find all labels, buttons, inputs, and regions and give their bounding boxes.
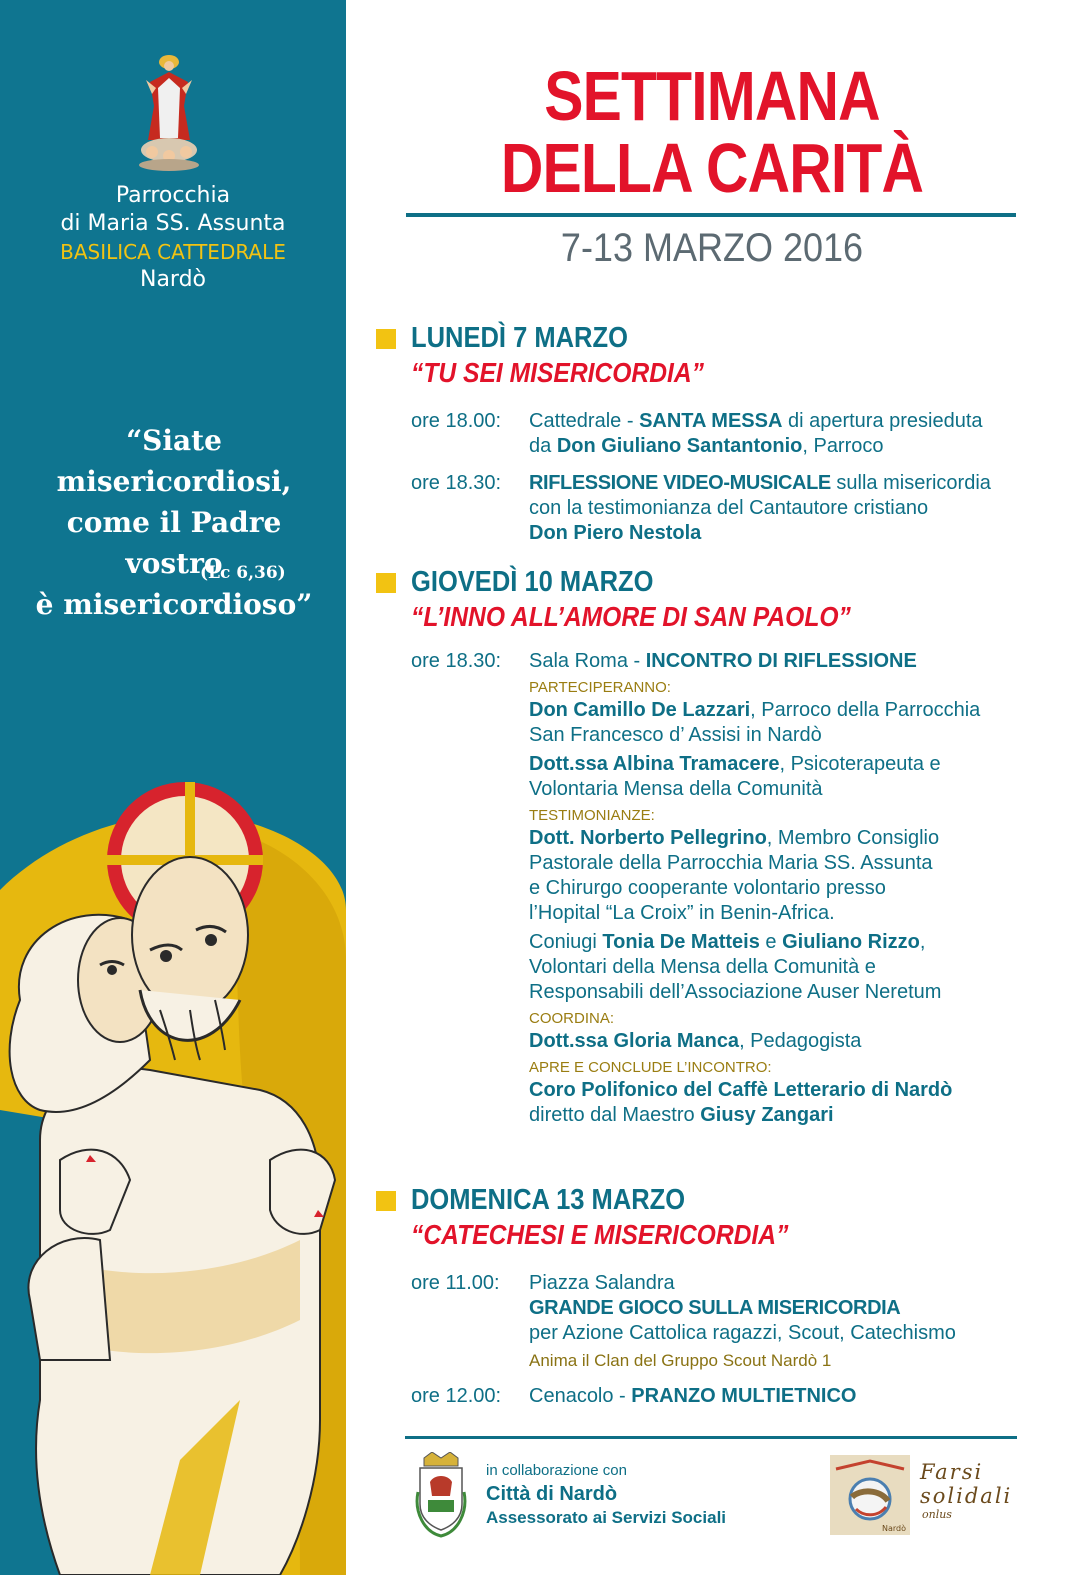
quote-line: è misericordioso” (35, 588, 313, 621)
event-text: , Parroco (802, 435, 884, 457)
day-header (376, 566, 1036, 599)
choir-name: Coro Polifonico del Caffè Letterario di Nardò (529, 1079, 953, 1101)
event-place: Cattedrale - (529, 410, 640, 432)
event-text: con la testimonianza del Cantautore cristiano (529, 497, 929, 519)
event-description (529, 1271, 1036, 1372)
participants-label: PARTECIPERANNO: (529, 679, 671, 696)
guest-name: Don Piero Nestola (529, 522, 702, 544)
opening-label: APRE E CONCLUDE L’INCONTRO: (529, 1059, 772, 1076)
testimony-role: Responsabili dell’Associazione Auser Neretum (529, 981, 942, 1003)
event-dates: 7-13 MARZO 2016 (560, 226, 864, 270)
day-theme: “CATECHESI E MISERICORDIA” (411, 1219, 789, 1250)
event-time: ore 18.00: (411, 410, 502, 432)
day-name: GIOVEDÌ 10 MARZO (411, 566, 654, 598)
event-note: Anima il Clan del Gruppo Scout Nardò 1 (529, 1351, 832, 1370)
title-line: DELLA CARITÀ (500, 129, 924, 207)
day-section-monday (376, 322, 1036, 546)
day-name: DOMENICA 13 MARZO (411, 1184, 686, 1216)
testimony-name: Dott. Norberto Pellegrino (529, 827, 767, 849)
parish-info (0, 182, 346, 294)
event-time: ore 18.30: (411, 472, 502, 494)
event-text: sulla misericordia (830, 472, 991, 494)
event-text: da (529, 435, 557, 457)
celebrant-name: Don Giuliano Santantonio (556, 435, 803, 457)
participant-role: , Parroco della Parrocchia (750, 699, 981, 721)
testimony-text: e (759, 931, 783, 953)
day-section-sunday (376, 1184, 1036, 1409)
left-panel (0, 0, 346, 1575)
event-row (411, 471, 1036, 546)
event-title: PRANZO MULTIETNICO (631, 1385, 857, 1407)
parish-line: Parrocchia (115, 183, 231, 208)
testimony-role: l’Hopital “La Croix” in Benin-Africa. (529, 902, 835, 924)
logo-text: Nardò (882, 1524, 907, 1533)
event-place: Cenacolo - (529, 1385, 632, 1407)
office-name: Assessorato ai Servizi Sociali (486, 1508, 727, 1527)
quote-line: “Siate misericordiosi, (56, 424, 292, 498)
testimony-name: Giuliano Rizzo (782, 931, 920, 953)
event-title: INCONTRO DI RIFLESSIONE (645, 650, 917, 672)
testimony-role: Volontari della Mensa della Comunità e (529, 956, 876, 978)
madonna-image (128, 48, 210, 173)
yellow-square-icon (376, 329, 396, 349)
event-text: per Azione Cattolica ragazzi, Scout, Catechismo (529, 1322, 956, 1344)
testimony-role: e Chirurgo cooperante volontario presso (529, 877, 886, 899)
event-row (411, 1384, 1036, 1409)
good-shepherd-illustration (0, 760, 346, 1575)
city-name: Città di Nardò (486, 1483, 618, 1505)
partner-suffix: onlus (922, 1508, 952, 1521)
collaboration-credit (486, 1462, 726, 1528)
footer-divider (405, 1436, 1017, 1439)
event-place: Sala Roma - (529, 650, 646, 672)
basilica-label: BASILICA CATTEDRALE (60, 240, 286, 264)
event-row (411, 1271, 1036, 1372)
event-time: ore 12.00: (411, 1385, 502, 1407)
event-description (529, 471, 1036, 546)
event-description (529, 649, 1036, 1128)
event-title: RIFLESSIONE VIDEO-MUSICALE (529, 472, 831, 494)
parish-line: di Maria SS. Assunta (60, 211, 286, 236)
participant-name: Dott.ssa Albina Tramacere (529, 753, 780, 775)
scripture-quote (18, 420, 330, 625)
partner-line: Farsi (920, 1460, 984, 1484)
poster-title (455, 57, 969, 207)
event-title: GRANDE GIOCO SULLA MISERICORDIA (529, 1297, 901, 1319)
testimony-role: Pastorale della Parrocchia Maria SS. Assunta (529, 852, 933, 874)
event-row (411, 649, 1036, 1128)
day-name: LUNEDÌ 7 MARZO (411, 322, 628, 354)
scripture-citation: (Lc 6,36) (200, 563, 286, 583)
event-row (411, 409, 1036, 459)
event-description (529, 409, 1036, 459)
farsi-solidali-logo (830, 1455, 910, 1535)
participant-name: Don Camillo De Lazzari (529, 699, 751, 721)
testimony-text: , (919, 931, 926, 953)
yellow-square-icon (376, 573, 396, 593)
city-crest-logo (414, 1452, 468, 1540)
quote-line: come il Padre vostro (66, 506, 282, 580)
day-theme: “L’INNO ALL’AMORE DI SAN PAOLO” (411, 601, 851, 632)
title-line: SETTIMANA (544, 57, 880, 135)
coordinator-label: COORDINA: (529, 1010, 615, 1027)
day-section-thursday (376, 566, 1036, 1128)
partner-name (920, 1460, 1012, 1521)
coordinator-role: , Pedagogista (739, 1030, 862, 1052)
testimonies-label: TESTIMONIANZE: (529, 807, 655, 824)
testimony-text: Coniugi (529, 931, 603, 953)
partner-line: solidali (920, 1484, 1013, 1508)
event-description (529, 1384, 1036, 1409)
event-title: SANTA MESSA (639, 410, 783, 432)
event-place: Piazza Salandra (529, 1272, 675, 1294)
participant-role: , Psicoterapeuta e (779, 753, 941, 775)
event-text: di apertura presieduta (782, 410, 983, 432)
testimony-role: , Membro Consiglio (766, 827, 940, 849)
participant-role: San Francesco d’ Assisi in Nardò (529, 724, 822, 746)
day-header (376, 322, 1036, 355)
day-theme: “TU SEI MISERICORDIA” (411, 357, 704, 388)
city-name: Nardò (139, 267, 207, 292)
collab-label: in collaborazione con (486, 1462, 627, 1479)
coordinator-name: Dott.ssa Gloria Manca (529, 1030, 740, 1052)
event-time: ore 11.00: (411, 1272, 500, 1294)
testimony-name: Tonia De Matteis (602, 931, 760, 953)
choir-text: diretto dal Maestro (529, 1104, 701, 1126)
event-time: ore 18.30: (411, 650, 502, 672)
choir-director: Giusy Zangari (700, 1104, 834, 1126)
day-header (376, 1184, 1036, 1217)
yellow-square-icon (376, 1191, 396, 1211)
participant-role: Volontaria Mensa della Comunità (529, 778, 823, 800)
title-divider (406, 213, 1016, 217)
